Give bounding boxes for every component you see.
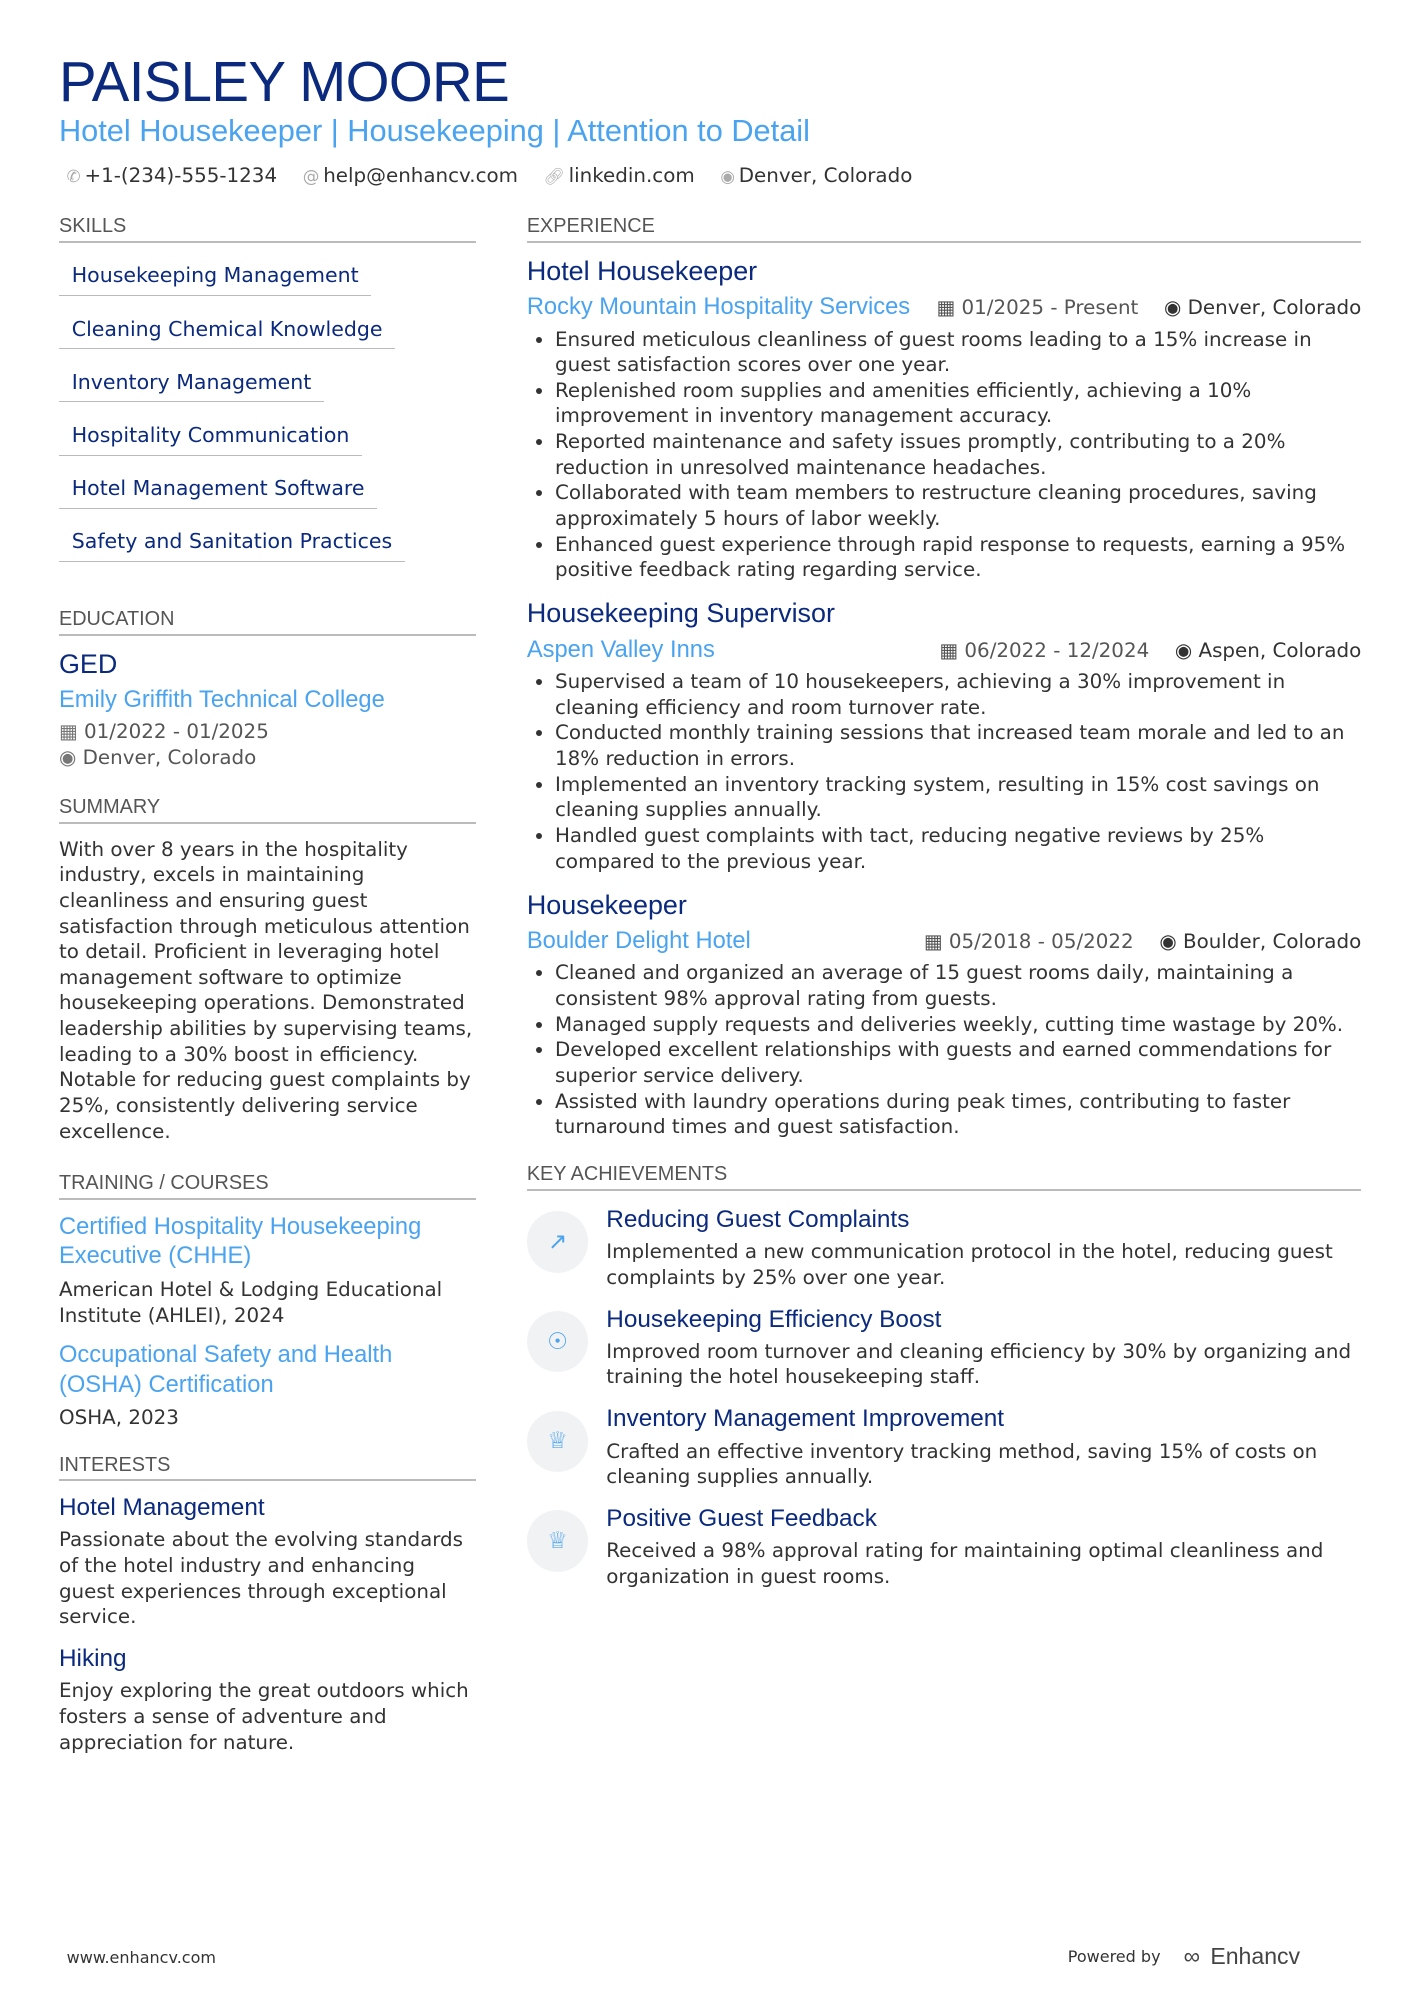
skill-tag: Hospitality Communication [59,415,362,455]
skill-tag: Inventory Management [59,362,324,402]
bullet-item: • Ensured meticulous cleanliness of guest rooms leading to a 15% increase in guest satisfaction scores over one year. [555,327,1361,378]
footer-url[interactable]: www.enhancv.com [66,1948,217,1968]
achievement-item [527,1505,1361,1589]
achievement-item [527,1306,1361,1390]
bullet-item: • Managed supply requests and deliveries weekly, cutting time wastage by 20%. [555,1012,1361,1038]
education-location: Denver, Colorado [82,745,257,769]
achievement-desc: Improved room turnover and cleaning efficiency by 30% by organizing and training the hotel housekeeping staff. [606,1339,1352,1389]
company-name: Boulder Delight Hotel [526,928,751,955]
section-heading-experience: EXPERIENCE [527,215,1361,243]
location-pin-icon: ◉ [1174,638,1199,662]
job-location [1164,296,1361,319]
strategy-icon: ↗ [527,1211,589,1273]
experience-item [527,890,1361,1140]
lightbulb-icon: ☉ [527,1311,589,1373]
job-title: Housekeeping Supervisor [526,598,835,629]
job-dates-location [939,639,1361,662]
section-heading-interests: INTERESTS [59,1454,476,1482]
achievement-title: Housekeeping Efficiency Boost [606,1305,942,1333]
bullet-item: • Supervised a team of 10 housekeepers, achieving a 30% improvement in cleaning efficiency and room turnover rate. [555,669,1361,720]
summary-text: With over 8 years in the hospitality industry, excels in maintaining cleanliness and ensuring guest satisfaction through meticulous attention to detail. Proficient in leveraging hotel management software to optimize housekeeping operations. Demonstrated leadership abilities by supervising teams, leading to a 30% boost in efficiency. Notable for reducing guest complaints by 25%, consistently delivering service excellence. [58,837,473,1143]
calendar-icon: ▦ [58,720,85,744]
left-column [59,215,476,1770]
achievement-item [527,1206,1361,1290]
job-dates-text: 06/2022 - 12/2024 [964,638,1150,662]
training-item [59,1213,476,1328]
job-dates-location [924,930,1361,953]
job-dates-location [936,296,1361,319]
job-title: Housekeeper [526,889,687,920]
achievement-desc: Received a 98% approval rating for maintaining optimal cleanliness and organization in guest rooms. [606,1539,1324,1589]
section-heading-education: EDUCATION [59,608,476,636]
interests-list [59,1494,476,1755]
powered-by-label: Powered by [1067,1947,1161,1967]
right-column [527,215,1361,1605]
contact-bar [67,164,913,187]
location-pin-icon: ◉ [1159,930,1183,954]
trophy-icon: ♕ [527,1411,589,1473]
achievement-title: Inventory Management Improvement [606,1405,1005,1433]
calendar-icon: ▦ [939,638,965,662]
contact-email[interactable]: @ help@enhancv.com [302,164,518,188]
achievement-title: Reducing Guest Complaints [606,1205,910,1233]
section-heading-summary: SUMMARY [59,796,476,824]
contact-phone: ✆ +1-(234)-555-1234 [66,164,278,188]
training-list [59,1213,476,1431]
training-title: Occupational Safety and Health (OSHA) Certification [58,1342,393,1398]
training-title: Certified Hospitality Housekeeping Executive (CHHE) [58,1213,422,1270]
achievement-desc: Implemented a new communication protocol in the hotel, reducing guest complaints by 25% over one year. [606,1240,1333,1289]
education-degree: GED [58,648,118,679]
bullet-item: • Developed excellent relationships with guests and earned commendations for superior service delivery. [555,1037,1361,1088]
phone-icon: ✆ [66,167,81,187]
achievement-body [606,1405,1361,1489]
experience-list [527,256,1361,1140]
training-org: OSHA, 2023 [58,1406,179,1430]
job-location-text: Denver, Colorado [1187,296,1362,320]
achievement-title: Positive Guest Feedback [606,1505,877,1533]
job-meta-row [527,928,1361,955]
section-heading-training: TRAINING / COURSES [59,1172,476,1200]
job-title: Hotel Housekeeper [526,255,758,286]
candidate-name: PAISLEY MOORE [58,49,510,113]
company-name: Aspen Valley Inns [526,636,715,663]
bullet-item: • Cleaned and organized an average of 15 guest rooms daily, maintaining a consistent 98% approval rating from guests. [555,960,1361,1011]
bullet-item: • Replenished room supplies and amenities efficiently, achieving a 10% improvement in inventory management accuracy. [555,378,1361,429]
job-location [1159,930,1361,953]
job-dates-text: 01/2025 - Present [961,296,1139,320]
job-dates [936,296,1138,319]
bullet-item: • Assisted with laundry operations during peak times, contributing to faster turnaround times and guest satisfaction. [555,1089,1361,1140]
interest-title: Hotel Management [58,1494,265,1522]
trophy-icon: ♕ [527,1510,589,1572]
job-bullets [527,669,1361,874]
location-pin-icon: ◉ [58,745,83,769]
location-pin-icon: ◉ [720,167,735,187]
company-name: Rocky Mountain Hospitality Services [526,294,911,321]
interest-title: Hiking [58,1645,127,1673]
education-dates: 01/2022 - 01/2025 [84,720,269,744]
experience-item [527,598,1361,874]
enhancv-logo: ∞ Enhancv [1183,1943,1301,1970]
job-bullets [527,327,1361,583]
bullet-item: • Reported maintenance and safety issues promptly, contributing to a 20% reduction in unresolved maintenance headaches. [555,429,1361,480]
achievement-desc: Crafted an effective inventory tracking method, saving 15% of costs on cleaning supplies annually. [606,1439,1318,1489]
training-org: American Hotel & Lodging Educational Institute (AHLEI), 2024 [58,1277,443,1327]
job-location [1175,639,1361,662]
interest-desc: Enjoy exploring the great outdoors which fosters a sense of adventure and appreciation for nature. [58,1679,469,1754]
interest-desc: Passionate about the evolving standards of the hotel industry and enhancing guest experiences through exceptional service. [58,1528,464,1629]
section-heading-skills: SKILLS [59,215,476,243]
section-heading-achievements: KEY ACHIEVEMENTS [527,1163,1361,1191]
headline: Hotel Housekeeper | Housekeeping | Attention to Detail [58,112,810,148]
achievement-item [527,1405,1361,1489]
location-pin-icon: ◉ [1163,296,1188,320]
bullet-item: • Implemented an inventory tracking system, resulting in 15% cost savings on cleaning supplies annually. [555,772,1361,823]
interest-item [59,1645,476,1755]
skill-tag: Hotel Management Software [59,468,377,508]
bullet-item: • Enhanced guest experience through rapid response to requests, earning a 95% positive feedback rating regarding service. [555,532,1361,583]
achievement-body [606,1505,1361,1589]
bullet-item: • Conducted monthly training sessions that increased team morale and led to an 18% reduction in errors. [555,720,1361,771]
calendar-icon: ▦ [923,930,949,954]
skills-list [59,256,476,575]
experience-item [527,256,1361,583]
education-school: Emily Griffith Technical College [58,687,385,714]
interest-item [59,1494,476,1630]
training-item [59,1341,476,1431]
link-icon: 🔗︎ [543,167,565,187]
skill-tag: Safety and Sanitation Practices [59,522,405,562]
contact-link[interactable]: 🔗︎ linkedin.com [543,164,695,188]
job-dates [939,639,1149,662]
skill-tag: Cleaning Chemical Knowledge [59,309,395,349]
job-location-text: Aspen, Colorado [1198,638,1362,662]
job-meta-row [527,637,1361,664]
achievement-body [606,1206,1361,1290]
enhancv-logo-icon: ∞ [1183,1943,1201,1970]
job-bullets [527,960,1361,1139]
job-meta-row [527,294,1361,321]
at-icon: @ [302,167,320,187]
contact-location: ◉ Denver, Colorado [720,164,913,188]
achievements-list [527,1206,1361,1590]
job-dates [924,930,1134,953]
bullet-item: • Collaborated with team members to restructure cleaning procedures, saving approximately 5 hours of labor weekly. [555,480,1361,531]
job-location-text: Boulder, Colorado [1182,930,1362,954]
calendar-icon: ▦ [936,296,962,320]
job-dates-text: 05/2018 - 05/2022 [948,930,1134,954]
footer-branding [1068,1943,1300,1970]
skill-tag: Housekeeping Management [59,256,372,296]
achievement-body [606,1306,1361,1390]
bullet-item: • Handled guest complaints with tact, reducing negative reviews by 25% compared to the previous year. [555,823,1361,874]
